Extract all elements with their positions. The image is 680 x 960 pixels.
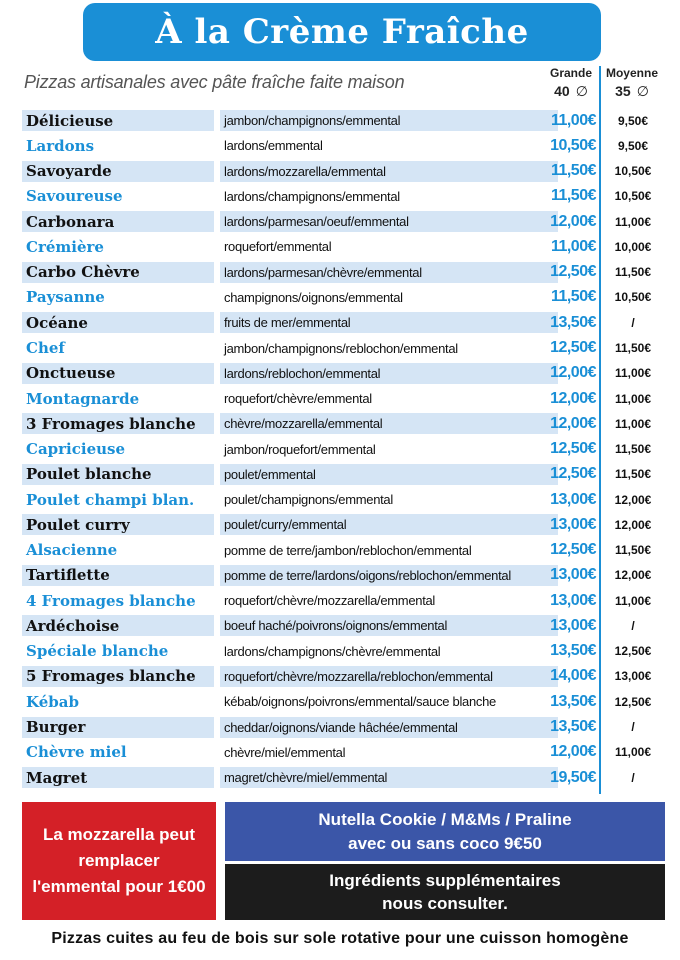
price-grande: 13,50€	[550, 692, 596, 710]
pizza-name: Ardéchoise	[22, 615, 214, 636]
pizza-name: Crémière	[26, 237, 104, 256]
price-grande: 13,50€	[550, 718, 596, 735]
pizza-ingredients: jambon/roquefort/emmental	[224, 441, 376, 457]
pizza-row	[22, 133, 664, 158]
column-label-moyenne: Moyenne	[605, 66, 658, 80]
pizza-name: Spéciale blanche	[26, 642, 169, 661]
pizza-ingredients: chèvre/miel/emmental	[224, 744, 346, 760]
price-moyenne: 12,00€	[614, 517, 652, 532]
price-moyenne: 10,50€	[614, 164, 652, 179]
pizza-row	[22, 184, 664, 209]
column-label-grande: Grande	[549, 66, 592, 80]
page-title: À la Crème Fraîche	[155, 12, 529, 52]
column-size-moyenne: 35 ∅	[615, 83, 649, 100]
price-grande: 12,50€	[550, 339, 596, 357]
pizza-ingredients: chèvre/mozzarella/emmental	[220, 413, 558, 434]
pizza-row	[22, 512, 664, 537]
price-grande: 10,50€	[550, 136, 596, 154]
pizza-name: Océane	[22, 312, 214, 333]
pizza-name: Kébab	[26, 692, 79, 711]
pizza-ingredients: boeuf haché/poivrons/oignons/emmental	[220, 615, 558, 636]
pizza-name: Délicieuse	[22, 110, 214, 131]
price-moyenne: 12,50€	[614, 644, 652, 659]
pizza-row	[22, 613, 664, 638]
pizza-row	[22, 689, 664, 714]
extras-box	[225, 864, 665, 920]
price-moyenne: /	[631, 770, 635, 785]
pizza-name: Carbonara	[22, 211, 214, 232]
price-grande: 11,00€	[550, 237, 596, 255]
price-grande: 12,50€	[550, 465, 596, 483]
mozzarella-note: La mozzarella peut remplacer l'emmental pour 1€00	[32, 825, 206, 896]
pizza-name: 4 Fromages blanche	[26, 591, 196, 610]
price-moyenne: 10,50€	[614, 290, 652, 305]
pizza-name: Chef	[26, 339, 65, 358]
column-size-grande: 40 ∅	[554, 83, 588, 100]
pizza-ingredients: champignons/oignons/emmental	[224, 289, 403, 305]
dessert-line-2: avec ou sans coco 9€50	[348, 833, 542, 853]
pizza-name: Lardons	[26, 136, 95, 155]
price-moyenne: 11,00€	[614, 214, 652, 229]
pizza-name: Poulet blanche	[22, 464, 214, 485]
diameter-icon: ∅	[575, 84, 588, 100]
price-moyenne: 11,50€	[614, 543, 652, 558]
price-grande: 13,00€	[550, 490, 596, 508]
pizza-name: Burger	[22, 717, 214, 738]
column-header-grande	[540, 66, 602, 100]
pizza-ingredients: poulet/curry/emmental	[220, 514, 558, 535]
pizza-name: Savoyarde	[22, 161, 214, 182]
column-header-moyenne	[602, 66, 662, 100]
pizza-row	[22, 462, 664, 487]
pizza-row	[22, 386, 664, 411]
pizza-menu	[22, 108, 664, 790]
price-grande: 13,50€	[550, 642, 596, 660]
pizza-ingredients: roquefort/emmental	[224, 239, 332, 255]
pizza-row	[22, 487, 664, 512]
pizza-row	[22, 639, 664, 664]
pizza-row	[22, 714, 664, 739]
price-grande: 19,50€	[550, 768, 596, 786]
price-grande: 12,00€	[550, 364, 596, 382]
pizza-name: Savoureuse	[26, 187, 123, 206]
pizza-ingredients: poulet/emmental	[220, 464, 558, 485]
price-moyenne: 11,00€	[614, 366, 652, 381]
price-grande: 12,50€	[550, 541, 596, 559]
price-grande: 11,50€	[550, 162, 596, 180]
price-moyenne: 10,50€	[614, 189, 652, 204]
dessert-line-1: Nutella Cookie / M&Ms / Praline	[318, 809, 572, 829]
price-grande: 13,00€	[550, 591, 596, 609]
pizza-row	[22, 588, 664, 613]
pizza-row	[22, 740, 664, 765]
diameter-icon: ∅	[636, 84, 649, 100]
pizza-name: Alsacienne	[26, 541, 118, 560]
price-moyenne: 11,50€	[614, 341, 652, 356]
price-grande: 12,00€	[550, 389, 596, 407]
price-moyenne: 9,50€	[617, 138, 649, 153]
pizza-ingredients: pomme de terre/jambon/reblochon/emmental	[224, 542, 472, 558]
pizza-row	[22, 664, 664, 689]
extras-line-2: nous consulter.	[382, 894, 508, 913]
pizza-name: 5 Fromages blanche	[22, 666, 214, 687]
pizza-ingredients: lardons/parmesan/oeuf/emmental	[220, 211, 558, 232]
pizza-row	[22, 538, 664, 563]
pizza-row	[22, 234, 664, 259]
price-grande: 12,00€	[550, 743, 596, 761]
price-moyenne: 11,00€	[614, 745, 652, 760]
pizza-row	[22, 765, 664, 790]
pizza-ingredients: lardons/parmesan/chèvre/emmental	[220, 262, 558, 283]
pizza-row	[22, 310, 664, 335]
pizza-name: Onctueuse	[22, 363, 214, 384]
price-moyenne: 11,00€	[614, 593, 652, 608]
pizza-ingredients: lardons/reblochon/emmental	[220, 363, 558, 384]
pizza-name: Capricieuse	[26, 440, 126, 459]
price-moyenne: 11,50€	[614, 467, 652, 482]
pizza-row	[22, 436, 664, 461]
price-moyenne: 13,00€	[614, 669, 652, 684]
price-moyenne: 9,50€	[617, 113, 649, 128]
price-moyenne: 11,00€	[614, 416, 652, 431]
price-grande: 12,00€	[550, 414, 596, 432]
pizza-row	[22, 563, 664, 588]
pizza-row	[22, 285, 664, 310]
price-grande: 11,50€	[550, 288, 596, 306]
pizza-ingredients: fruits de mer/emmental	[220, 312, 558, 333]
price-moyenne: 10,00€	[614, 239, 652, 254]
price-moyenne: 11,50€	[614, 442, 652, 457]
dessert-pizza-box	[225, 802, 665, 861]
pizza-ingredients: jambon/champignons/emmental	[220, 110, 558, 131]
pizza-row	[22, 209, 664, 234]
pizza-name: Magret	[22, 767, 214, 788]
price-moyenne: 11,00€	[614, 391, 652, 406]
pizza-ingredients: magret/chèvre/miel/emmental	[220, 767, 558, 788]
mozzarella-note-box	[22, 802, 216, 920]
pizza-ingredients: kébab/oignons/poivrons/emmental/sauce blanche	[224, 694, 496, 710]
price-grande: 13,00€	[550, 616, 596, 634]
price-moyenne: /	[631, 618, 635, 633]
pizza-ingredients: lardons/emmental	[224, 138, 323, 154]
price-grande: 11,00€	[550, 111, 596, 129]
pizza-ingredients: lardons/champignons/emmental	[224, 188, 400, 204]
pizza-row	[22, 411, 664, 436]
price-moyenne: /	[631, 720, 635, 734]
footer-note: Pizzas cuites au feu de bois sur sole rotative pour une cuisson homogène	[51, 930, 629, 947]
price-moyenne: 12,00€	[614, 568, 652, 583]
price-grande: 12,50€	[550, 440, 596, 458]
pizza-name: Poulet champi blan.	[26, 490, 195, 509]
pizza-name: Carbo Chèvre	[22, 262, 214, 283]
price-grande: 14,00€	[550, 667, 596, 685]
title-banner	[83, 3, 601, 61]
subtitle: Pizzas artisanales avec pâte fraîche faite maison	[24, 72, 405, 92]
pizza-row	[22, 108, 664, 133]
pizza-ingredients: jambon/champignons/reblochon/emmental	[224, 340, 458, 356]
price-moyenne: /	[631, 315, 635, 330]
pizza-row	[22, 335, 664, 360]
price-grande: 12,50€	[550, 263, 596, 281]
pizza-ingredients: lardons/mozzarella/emmental	[220, 161, 558, 182]
pizza-ingredients: lardons/champignons/chèvre/emmental	[224, 643, 441, 659]
pizza-row	[22, 159, 664, 184]
price-grande: 13,00€	[550, 515, 596, 533]
pizza-ingredients: pomme de terre/lardons/oigons/reblochon/emmental	[220, 565, 558, 586]
pizza-name: Montagnarde	[26, 389, 140, 408]
price-grande: 13,50€	[550, 313, 596, 331]
pizza-ingredients: roquefort/chèvre/mozzarella/emmental	[224, 593, 436, 609]
pizza-ingredients: roquefort/chèvre/emmental	[224, 391, 372, 407]
pizza-row	[22, 361, 664, 386]
price-moyenne: 12,50€	[614, 694, 652, 709]
price-grande: 12,00€	[550, 212, 596, 230]
price-grande: 13,00€	[550, 566, 596, 584]
pizza-name: Poulet curry	[22, 514, 214, 535]
pizza-name: Paysanne	[26, 288, 105, 307]
pizza-name: 3 Fromages blanche	[22, 413, 214, 434]
pizza-ingredients: cheddar/oignons/viande hâchée/emmental	[220, 717, 558, 738]
pizza-name: Tartiflette	[22, 565, 214, 586]
pizza-row	[22, 260, 664, 285]
extras-line-1: Ingrédients supplémentaires	[329, 871, 561, 890]
price-moyenne: 12,00€	[614, 492, 652, 507]
pizza-name: Chèvre miel	[26, 743, 127, 762]
price-grande: 11,50€	[550, 187, 596, 205]
price-moyenne: 11,50€	[614, 265, 652, 280]
pizza-ingredients: roquefort/chèvre/mozzarella/reblochon/emmental	[220, 666, 558, 687]
pizza-ingredients: poulet/champignons/emmental	[224, 492, 393, 508]
